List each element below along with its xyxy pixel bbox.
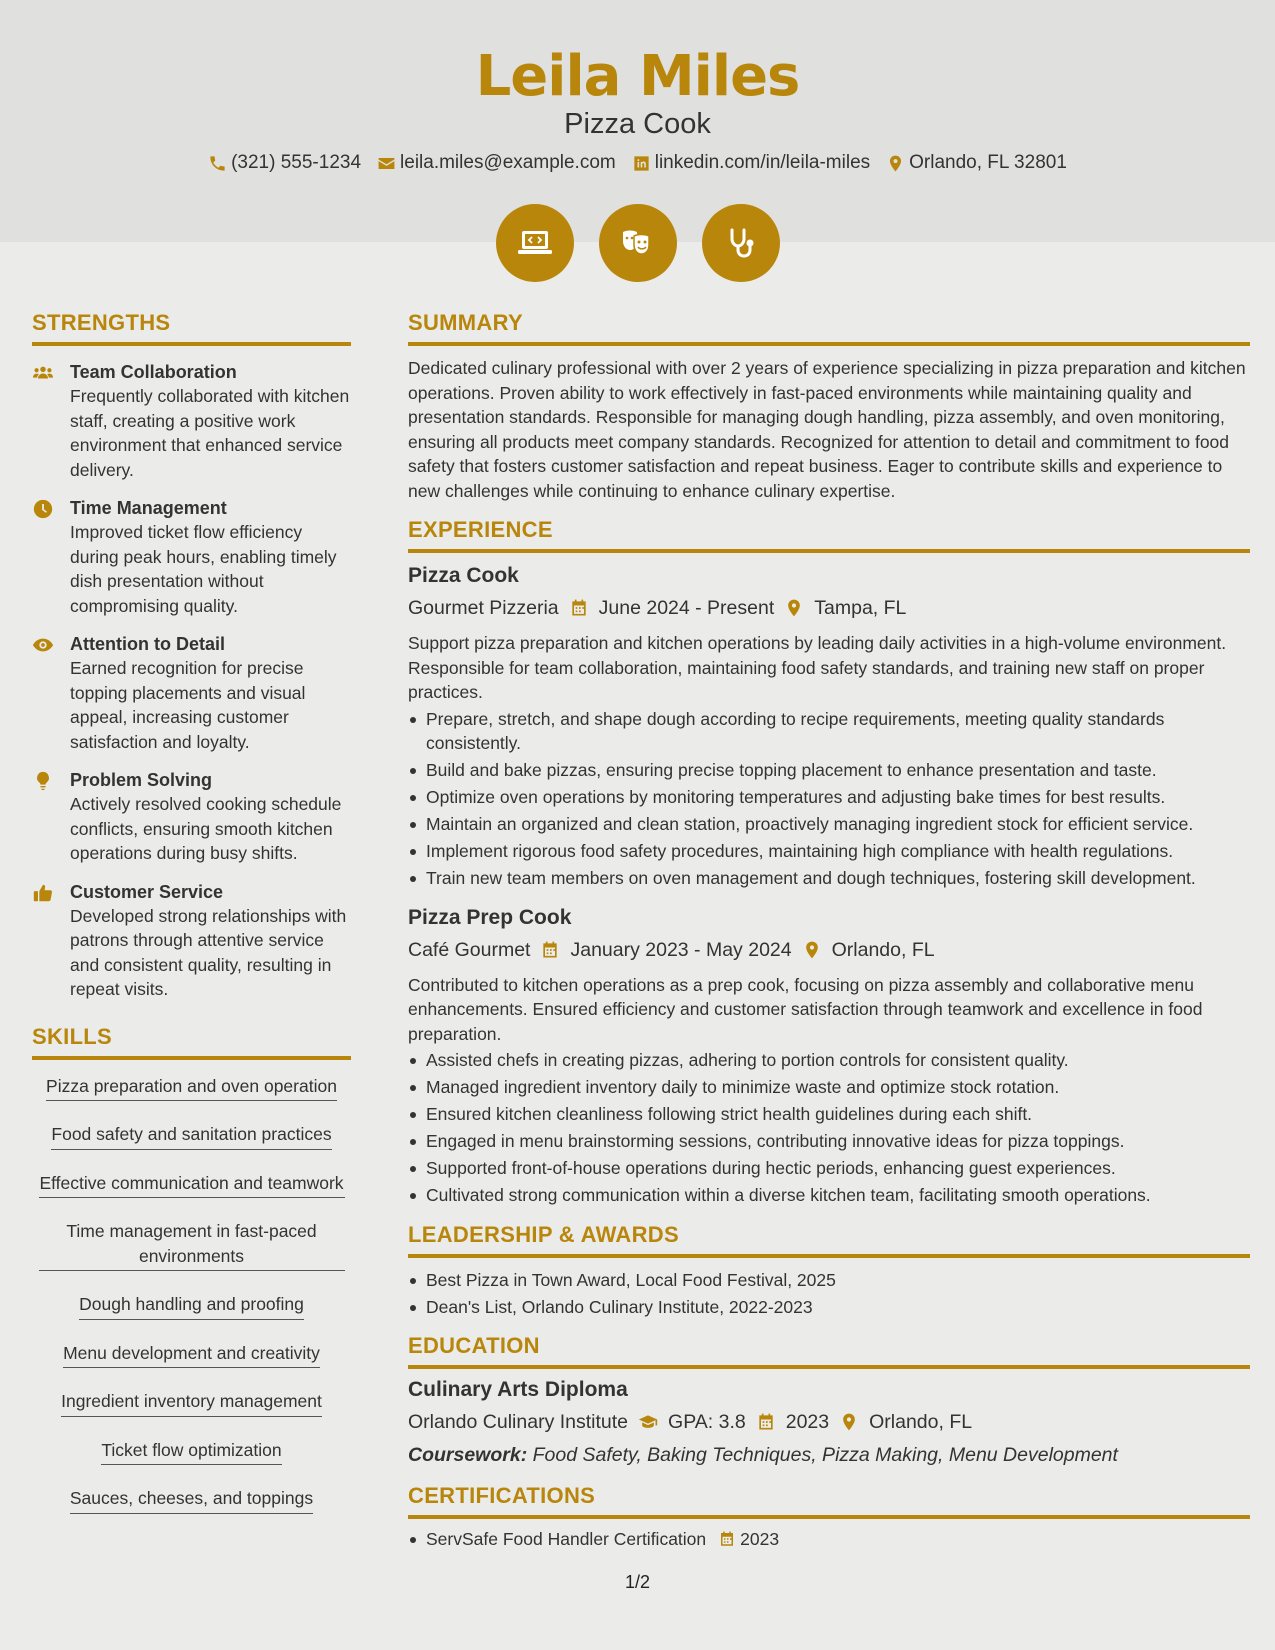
school-name: Orlando Culinary Institute — [408, 1411, 629, 1433]
job-title: Pizza Prep Cook — [408, 905, 572, 929]
education-meta — [408, 1407, 1250, 1437]
job-bullets — [408, 707, 1250, 891]
strength-item — [32, 496, 351, 618]
skills-list — [32, 1070, 351, 1514]
job-dates: June 2024 - Present — [598, 597, 775, 619]
right-column — [408, 310, 1250, 1554]
page-number: 1/2 — [624, 1572, 651, 1592]
email-icon — [377, 154, 396, 173]
certifications-list — [408, 1527, 1250, 1552]
candidate-title: Pizza Cook — [564, 108, 711, 140]
eye-icon — [32, 634, 54, 656]
candidate-name: Leila Miles — [475, 44, 800, 109]
strength-title: Attention to Detail — [70, 634, 225, 654]
linkedin-text[interactable]: linkedin.com/in/leila-miles — [654, 152, 871, 173]
job-entry — [408, 561, 1250, 891]
list-item: Maintain an organized and clean station, proactively managing ingredient stock for efficient service. — [408, 812, 1250, 837]
laptop-code-icon — [515, 223, 555, 263]
skill-item: Menu development and creativity — [63, 1337, 320, 1369]
school-location: Orlando, FL — [869, 1411, 973, 1433]
theater-masks-icon — [618, 223, 658, 263]
list-item: Cultivated strong communication within a diverse kitchen team, facilitating smooth operations. — [408, 1183, 1250, 1208]
certifications-heading: CERTIFICATIONS — [408, 1483, 1250, 1519]
skill-item: Dough handling and proofing — [79, 1288, 304, 1320]
list-item: Ensured kitchen cleanliness following strict health guidelines during each shift. — [408, 1102, 1250, 1127]
job-description: Support pizza preparation and kitchen operations by leading daily activities in a high-volume environment. Responsible for team collaboration, maintaining food safety standards, and training new staff on proper practices. — [408, 633, 1227, 702]
calendar-icon — [569, 598, 589, 618]
interest-circle-theater — [599, 204, 677, 282]
users-icon — [32, 362, 54, 384]
experience-heading: EXPERIENCE — [408, 517, 1250, 553]
job-company: Café Gourmet — [408, 938, 531, 961]
job-bullets — [408, 1048, 1250, 1208]
strength-title: Problem Solving — [70, 770, 213, 790]
calendar-icon — [718, 1530, 736, 1548]
skill-item: Food safety and sanitation practices — [51, 1118, 331, 1150]
phone-text[interactable]: (321) 555-1234 — [231, 152, 362, 173]
coursework-label: Coursework: — [408, 1444, 528, 1466]
list-item: Implement rigorous food safety procedures, maintaining high compliance with health regulations. — [408, 839, 1250, 864]
location-pin-icon — [784, 598, 804, 618]
calendar-icon — [540, 940, 560, 960]
stethoscope-icon — [721, 223, 761, 263]
coursework-list: Food Safety, Baking Techniques, Pizza Making, Menu Development — [532, 1444, 1118, 1466]
list-item: Engaged in menu brainstorming sessions, contributing innovative ideas for pizza toppings. — [408, 1129, 1250, 1154]
contact-linkedin — [632, 152, 870, 174]
skill-item: Sauces, cheeses, and toppings — [70, 1482, 313, 1514]
job-company: Gourmet Pizzeria — [408, 597, 559, 619]
leadership-heading: LEADERSHIP & AWARDS — [408, 1222, 1250, 1258]
left-column — [32, 310, 351, 1514]
list-item: Prepare, stretch, and shape dough according to recipe requirements, meeting quality standards consistently. — [408, 707, 1250, 756]
calendar-icon — [756, 1412, 776, 1432]
skill-item: Ticket flow optimization — [101, 1434, 281, 1466]
location-pin-icon — [802, 940, 822, 960]
skills-heading: SKILLS — [32, 1024, 351, 1060]
graduation-cap-icon — [638, 1412, 658, 1432]
strength-desc: Developed strong relationships with patrons through attentive service and consistent quality, resulting in repeat visits. — [70, 905, 347, 999]
thumbs-up-icon — [32, 882, 54, 904]
strength-title: Customer Service — [70, 881, 224, 902]
degree-title: Culinary Arts Diploma — [408, 1378, 628, 1401]
job-meta — [408, 593, 1250, 623]
strength-desc: Improved ticket flow efficiency during peak hours, enabling timely dish presentation without compromising quality. — [70, 522, 337, 616]
job-title: Pizza Cook — [408, 564, 519, 587]
strength-item — [32, 360, 351, 482]
location-text: Orlando, FL 32801 — [909, 152, 1067, 173]
list-item: Build and bake pizzas, ensuring precise topping placement to enhance presentation and taste. — [408, 758, 1250, 783]
contact-location — [886, 152, 1067, 174]
strength-item — [32, 632, 351, 754]
location-pin-icon — [886, 154, 905, 173]
strength-item — [32, 768, 351, 866]
job-description: Contributed to kitchen operations as a prep cook, focusing on pizza assembly and collaborative menu enhancements. Ensured efficiency and customer satisfaction through teamwork and excellence in food preparation. — [408, 974, 1203, 1044]
list-item: Optimize oven operations by monitoring temperatures and adjusting bake times for best results. — [408, 785, 1250, 810]
list-item — [408, 1527, 1250, 1552]
summary-text: Dedicated culinary professional with over 2 years of experience specializing in pizza preparation and kitchen operations. Proven ability to work effectively in fast-paced environments while maintaining quality and presentation standards. Responsible for managing dough handling, pizza assembly, and oven monitoring, ensuring all products meet company standards. Recognized for attention to detail and commitment to food safety that fosters customer satisfaction and repeat business. Eager to contribute skills and experience to new challenges while continuing to enhance culinary expertise. — [408, 358, 1246, 501]
phone-icon — [208, 154, 227, 173]
skill-item: Effective communication and teamwork — [39, 1167, 345, 1199]
job-entry — [408, 903, 1250, 1208]
email-text[interactable]: leila.miles@example.com — [400, 152, 616, 173]
skill-item: Ingredient inventory management — [61, 1385, 322, 1417]
list-item: Managed ingredient inventory daily to minimize waste and optimize stock rotation. — [408, 1075, 1250, 1100]
contact-bar — [0, 152, 1275, 174]
list-item: Best Pizza in Town Award, Local Food Festival, 2025 — [408, 1268, 1250, 1293]
strength-item — [32, 880, 351, 1002]
strength-desc: Frequently collaborated with kitchen staff, creating a positive work environment that enhanced service delivery. — [70, 386, 350, 480]
education-heading: EDUCATION — [408, 1333, 1250, 1369]
interest-circle-laptop — [496, 204, 574, 282]
contact-phone — [208, 152, 361, 174]
strengths-heading: STRENGTHS — [32, 310, 351, 346]
list-item: Train new team members on oven management and dough techniques, fostering skill development. — [408, 866, 1250, 891]
job-meta — [408, 935, 1250, 965]
certification-year: 2023 — [740, 1529, 780, 1549]
gpa: GPA: 3.8 — [668, 1411, 746, 1433]
coursework — [408, 1441, 1250, 1469]
linkedin-icon — [632, 154, 651, 173]
graduation-year: 2023 — [785, 1411, 830, 1433]
job-dates: January 2023 - May 2024 — [570, 938, 792, 961]
interest-circle-stethoscope — [702, 204, 780, 282]
interest-icons — [0, 204, 1275, 282]
list-item: Supported front-of-house operations during hectic periods, enhancing guest experiences. — [408, 1156, 1250, 1181]
list-item: Dean's List, Orlando Culinary Institute, 2022-2023 — [408, 1295, 1250, 1320]
list-item: Assisted chefs in creating pizzas, adhering to portion controls for consistent quality. — [408, 1048, 1250, 1073]
location-pin-icon — [839, 1412, 859, 1432]
skill-item: Pizza preparation and oven operation — [46, 1070, 337, 1102]
strength-title: Time Management — [70, 498, 227, 518]
contact-email — [377, 152, 616, 174]
awards-list — [408, 1268, 1250, 1320]
job-location: Tampa, FL — [814, 597, 907, 619]
strength-desc: Earned recognition for precise topping placements and visual appeal, increasing customer satisfaction and loyalty. — [70, 658, 306, 752]
job-location: Orlando, FL — [831, 938, 935, 961]
lightbulb-icon — [32, 770, 54, 792]
strength-title: Team Collaboration — [70, 362, 237, 382]
skill-item: Time management in fast-paced environments — [39, 1215, 345, 1271]
certification-name: ServSafe Food Handler Certification — [426, 1529, 707, 1549]
clock-icon — [32, 498, 54, 520]
summary-heading: SUMMARY — [408, 310, 1250, 346]
strength-desc: Actively resolved cooking schedule conflicts, ensuring smooth kitchen operations during busy shifts. — [70, 794, 342, 863]
